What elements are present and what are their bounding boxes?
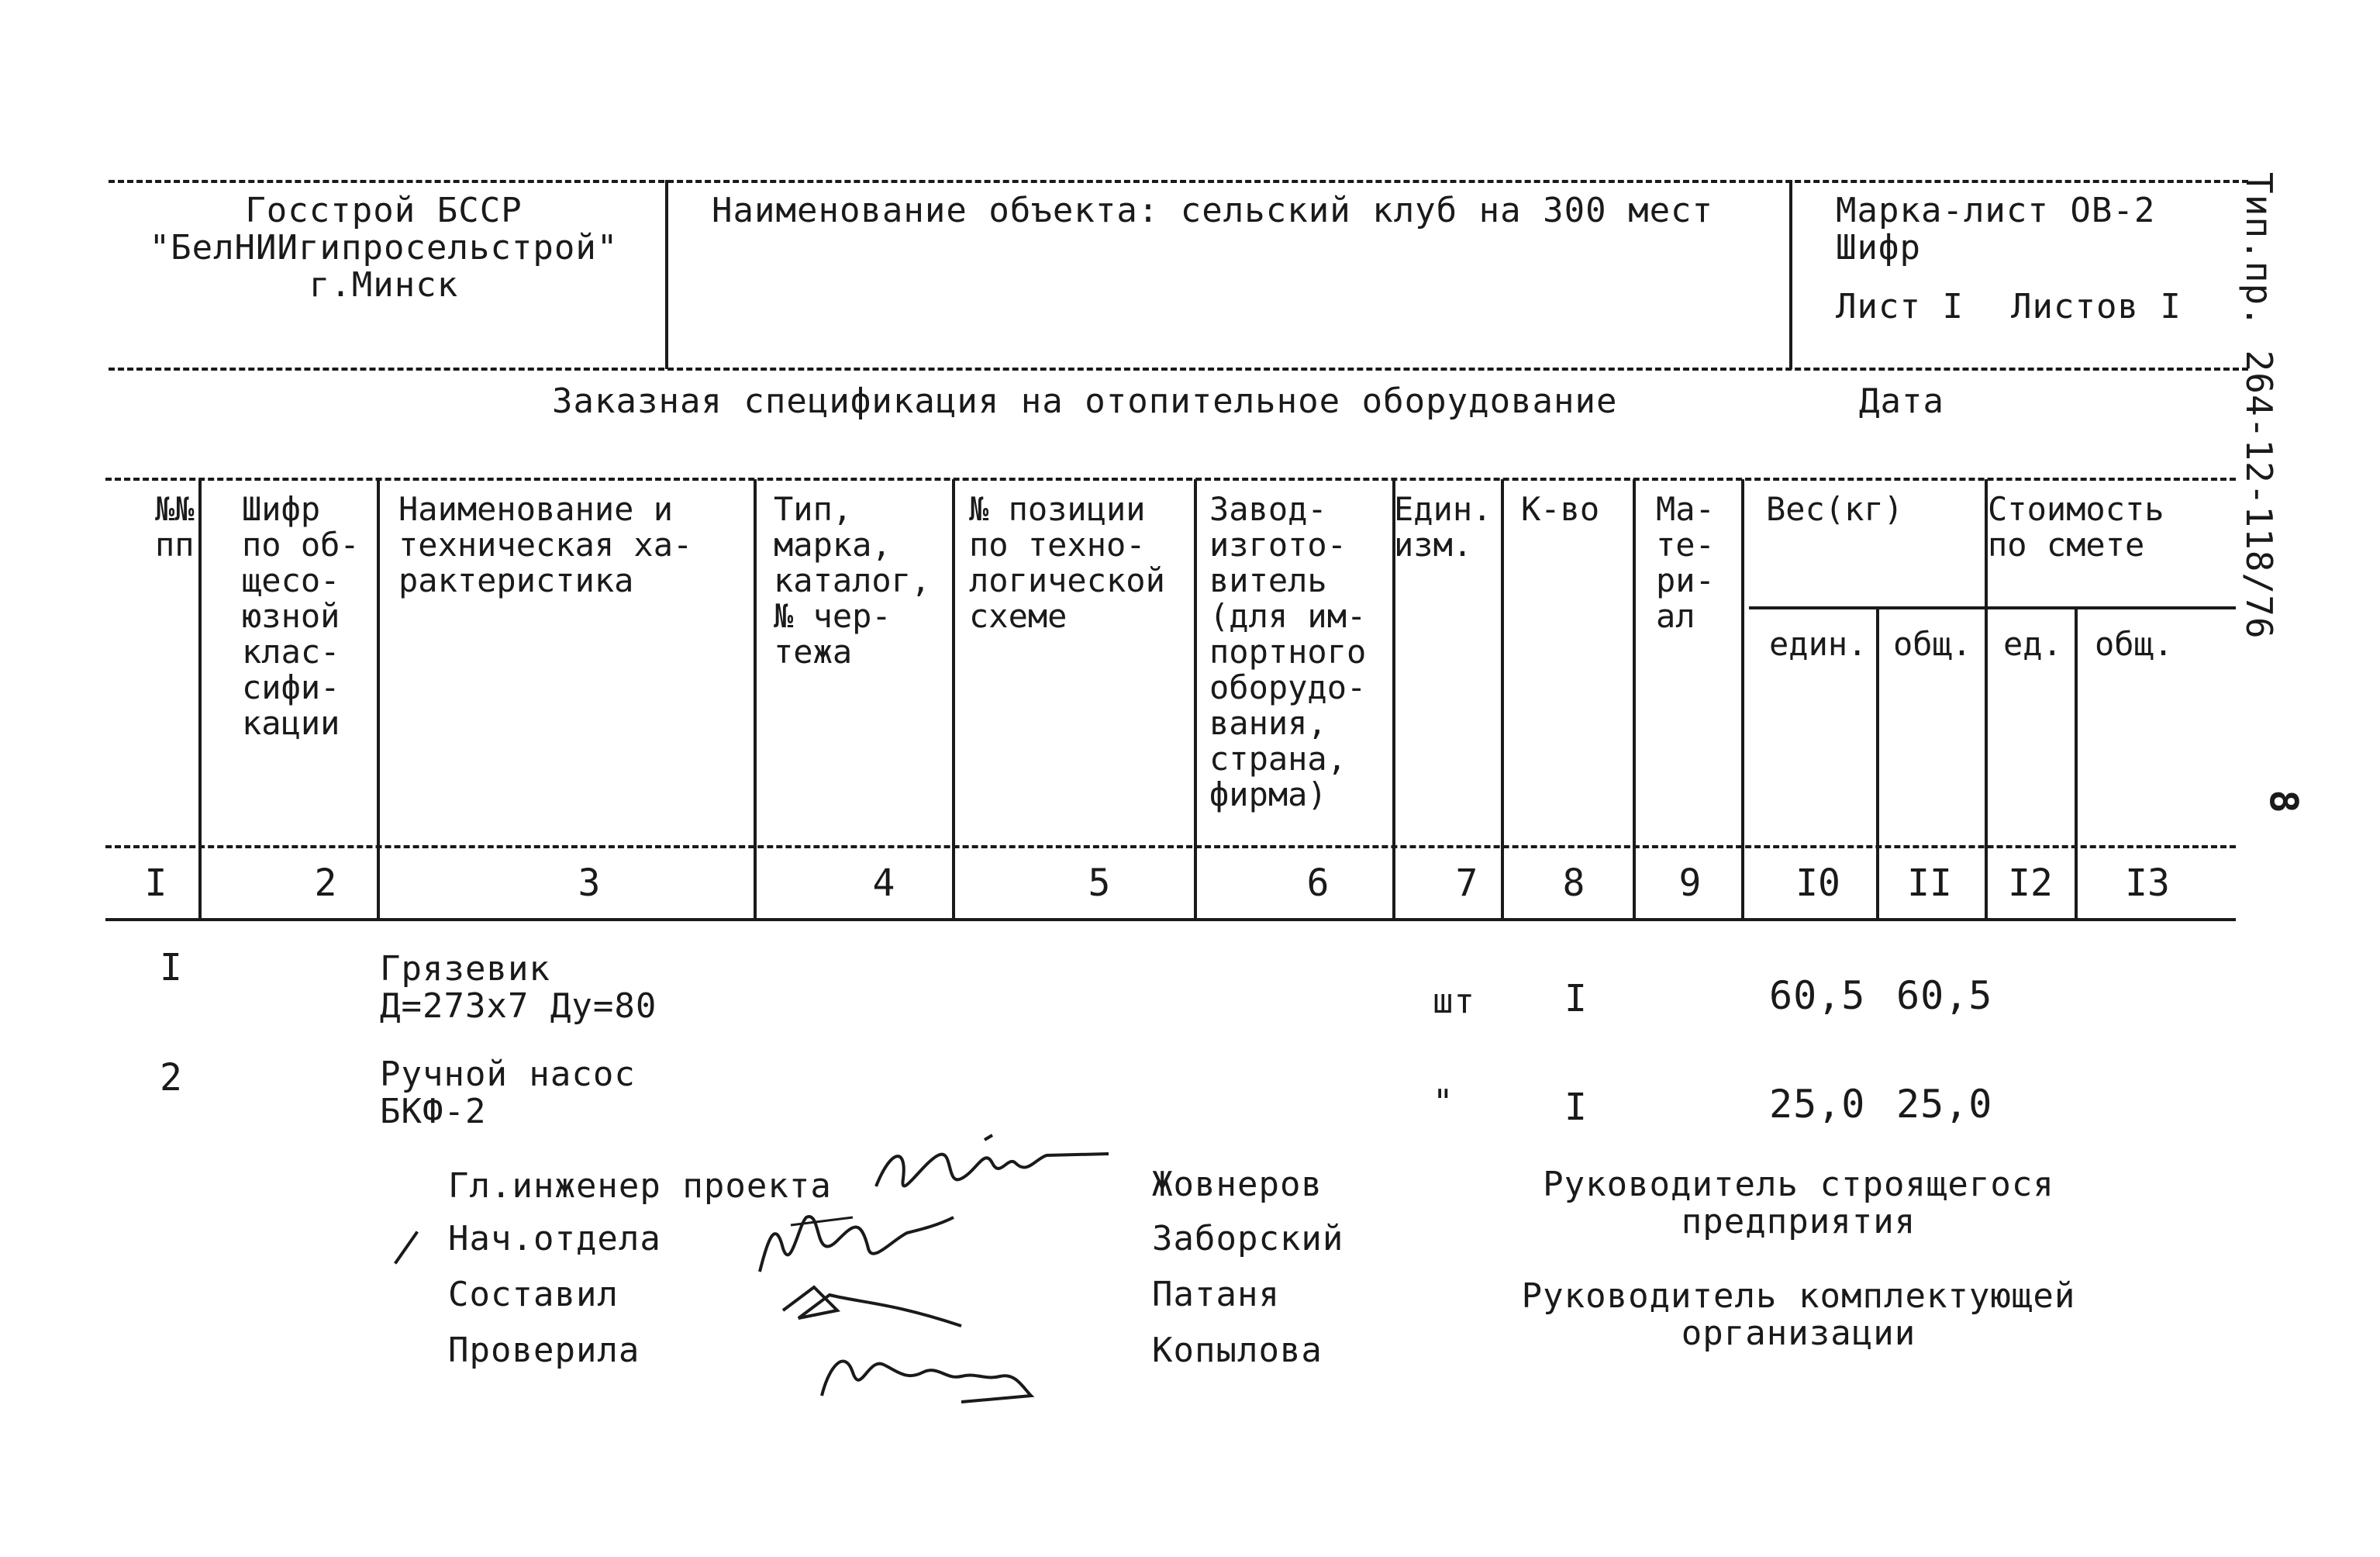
col-sep-2: [377, 479, 380, 920]
col-header-cost-total: общ.: [2095, 625, 2174, 663]
name-chief-engineer: Жовнеров: [1152, 1165, 1323, 1204]
column-number: 5: [1088, 861, 1111, 905]
cipher-label: Шифр: [1836, 228, 1921, 268]
column-number: 9: [1678, 861, 1702, 905]
role-compiled-by: Составил: [448, 1275, 619, 1314]
table-row-1-quantity: I: [1564, 977, 1588, 1020]
table-row-2-name: Ручной насос БКФ-2: [380, 1055, 636, 1131]
role-department-head: Нач.отдела: [448, 1219, 661, 1258]
col-sep-7: [1501, 479, 1504, 920]
column-number: I2: [2008, 861, 2053, 905]
col-sep-10: [1876, 608, 1879, 920]
column-number: II: [1907, 861, 1952, 905]
col-header-row-number: №№ пп: [155, 490, 195, 564]
title-block-top-line: [109, 180, 2248, 183]
name-department-head: Заборский: [1152, 1219, 1344, 1258]
table-row-1-number: I: [160, 946, 183, 989]
signature-compiled-by: [767, 1272, 969, 1341]
col-header-material: Ма- те- ри- ал: [1656, 490, 1715, 635]
title-block-bottom-line: [109, 368, 2248, 371]
col-sep-8: [1633, 479, 1636, 920]
col-sep-1: [198, 479, 202, 920]
slash-mark: [394, 1231, 419, 1264]
table-row-2-weight-total: 25,0: [1896, 1082, 1993, 1127]
signature-checked-by: [806, 1334, 1054, 1411]
date-label: Дата: [1859, 381, 1944, 421]
mark-sheet: Марка-лист ОВ-2: [1836, 191, 2156, 230]
object-name: Наименование объекта: сельский клуб на 300 мест: [712, 191, 1714, 230]
column-number: I0: [1795, 861, 1840, 905]
col-header-manufacturer: Завод- изгото- витель (для им- портного оборудо- вания, страна, фирма): [1209, 490, 1367, 813]
name-compiled-by: Патаня: [1152, 1275, 1280, 1314]
col-header-cost-unit: ед.: [2003, 625, 2062, 663]
column-number: 2: [314, 861, 337, 905]
header-bottom-line: [105, 845, 2236, 848]
table-top-line: [105, 478, 2236, 481]
col-header-weight: Вес(кг): [1766, 490, 1904, 528]
name-checked-by: Копылова: [1152, 1331, 1323, 1370]
organization-name: Госстрой БССР "БелНИИгипросельстрой" г.Минск: [149, 191, 619, 305]
col-sep-4: [952, 479, 955, 920]
table-row-2-weight-unit: 25,0: [1769, 1082, 1866, 1127]
col-header-classification-code: Шифр по об- щесо- юзной клас- сифи- кации: [242, 490, 360, 742]
col-header-type: Тип, марка, каталог, № чер- тежа: [774, 490, 931, 671]
role-checked-by: Проверила: [448, 1331, 640, 1370]
head-of-supplying-organization: Руководитель комплектующей организации: [1521, 1276, 2076, 1353]
head-of-building-enterprise: Руководитель строящегося предприятия: [1543, 1165, 2054, 1241]
page-number: 8: [2261, 789, 2306, 814]
sheet-number: Лист I: [1836, 287, 1964, 326]
col-header-weight-total: общ.: [1893, 625, 1972, 663]
column-numbers-bottom-line: [105, 918, 2236, 921]
column-number: 7: [1455, 861, 1478, 905]
title-block-divider-1: [665, 180, 668, 369]
col-sep-9: [1741, 479, 1744, 920]
col-header-cost: Стоимость по смете: [1988, 490, 2164, 564]
col-header-unit: Един. изм.: [1394, 490, 1492, 564]
col-sep-3: [754, 479, 757, 920]
column-number: 8: [1562, 861, 1585, 905]
table-row-1-weight-total: 60,5: [1896, 973, 1993, 1018]
table-row-2-unit: ": [1433, 1082, 1454, 1122]
table-row-1-unit: шт: [1433, 982, 1475, 1021]
col-header-weight-unit: един.: [1769, 625, 1868, 663]
col-header-quantity: К-во: [1521, 490, 1600, 528]
title-block-divider-2: [1789, 180, 1792, 369]
column-number: I3: [2125, 861, 2170, 905]
col-sep-5: [1194, 479, 1197, 920]
column-number: I: [144, 861, 167, 905]
col-header-name: Наименование и техническая ха- рактеристика: [398, 490, 693, 599]
column-number: 4: [872, 861, 895, 905]
col-sep-12: [2075, 608, 2078, 920]
weight-cost-subheader-line: [1749, 606, 2236, 609]
table-row-1-name: Грязевик Д=273х7 Ду=80: [380, 949, 657, 1026]
column-number: 3: [578, 861, 601, 905]
table-row-2-number: 2: [160, 1056, 183, 1100]
table-row-2-quantity: I: [1564, 1086, 1588, 1129]
role-chief-engineer: Гл.инженер проекта: [448, 1166, 832, 1206]
col-header-position: № позиции по техно- логической схеме: [969, 490, 1165, 635]
side-stamp: Тип.пр. 264-12-118/76: [2238, 172, 2280, 640]
table-row-1-weight-unit: 60,5: [1769, 973, 1866, 1018]
spec-title: Заказная спецификация на отопительное оборудование: [552, 381, 1618, 421]
column-number: 6: [1306, 861, 1330, 905]
sheets-total: Листов I: [2011, 287, 2182, 326]
